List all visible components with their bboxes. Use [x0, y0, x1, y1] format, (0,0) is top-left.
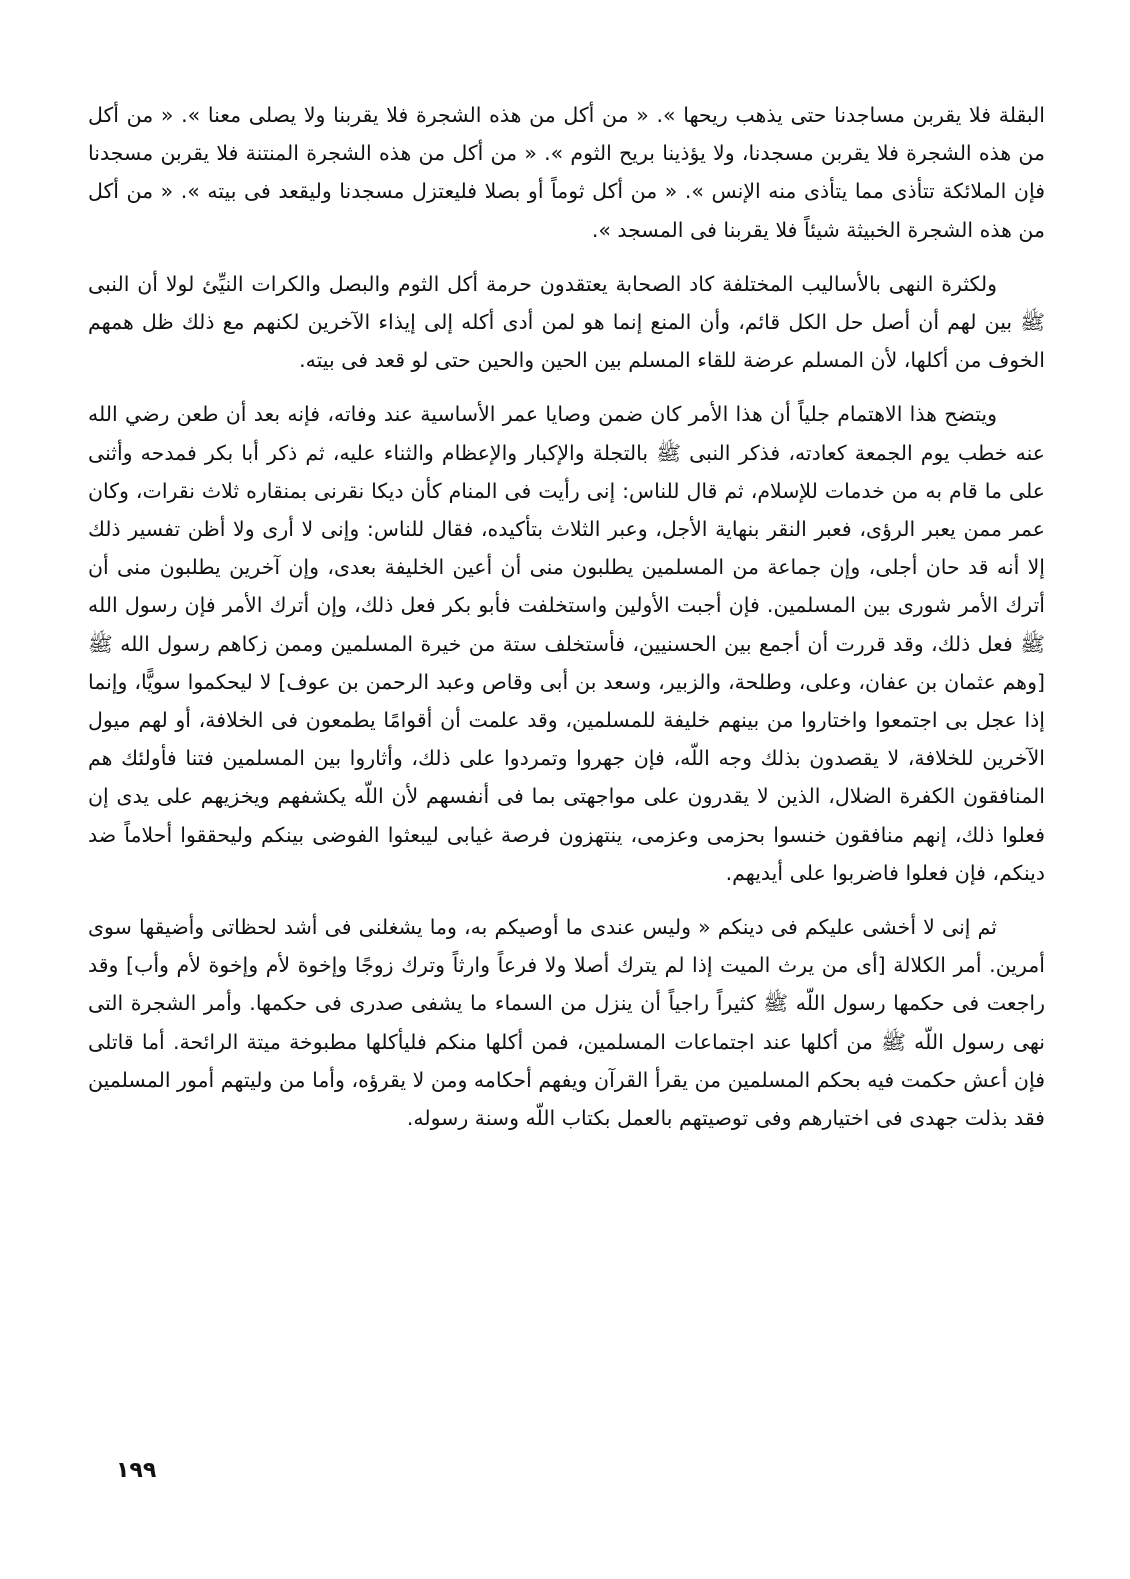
page-number: ١٩٩ [116, 1458, 157, 1483]
paragraph-4: ثم إنى لا أخشى عليكم فى دينكم « وليس عندى ما أوصيكم به، وما يشغلنى فى أشد لحظاتى وأضيقها سوى أمرين. أمر الكلالة [أى من يرث الميت إذا لم يترك أصلا ولا فرعاً وارثاً وترك زوجًا وإخوة لأم وإخوة لأم وأب] وقد راجعت فى حكمها رسول اللّه ﷺ كثيراً راجياً أن ينزل من السماء ما يشفى صدرى فى حكمها. وأمر الشجرة التى نهى رسول اللّه ﷺ من أكلها عند اجتماعات المسلمين، فمن أكلها منكم فليأكلها مطبوخة ميتة الرائحة. أما قاتلى فإن أعش حكمت فيه بحكم المسلمين من يقرأ القرآن ويفهم أحكامه ومن لا يقرؤه، وأما من وليتهم أمور المسلمين فقد بذلت جهدى فى اختيارهم وفى توصيتهم بالعمل بكتاب اللّه وسنة رسوله. [88, 915, 1045, 1131]
paragraph-3: ويتضح هذا الاهتمام جلياً أن هذا الأمر كان ضمن وصايا عمر الأساسية عند وفاته، فإنه بعد أن طعن رضي الله عنه خطب يوم الجمعة كعادته، فذكر النبى ﷺ بالتجلة والإكبار والإعظام والثناء عليه، ثم ذكر أبا بكر فمدحه وأثنى على ما قام به من خدمات للإسلام، ثم قال للناس: إنى رأيت فى المنام كأن ديكا نقرنى بمنقاره ثلاث نقرات، وكان عمر ممن يعبر الرؤى، فعبر النقر بنهاية الأجل، وعبر الثلاث بتأكيده، فقال للناس: وإنى لا أرى ولا أظن تفسير ذلك إلا أنه قد حان أجلى، وإن جماعة من المسلمين يطلبون منى أن أعين الخليفة بعدى، وإن آخرين يطلبون منى أن أترك الأمر شورى بين المسلمين. فإن أجبت الأولين واستخلفت فأبو بكر فعل ذلك، وإن أترك الأمر فإن رسول الله ﷺ فعل ذلك، وقد قررت أن أجمع بين الحسنيين، فأستخلف ستة من خيرة المسلمين وممن زكاهم رسول الله ﷺ [وهم عثمان بن عفان، وعلى، وطلحة، والزبير، وسعد بن أبى وقاص وعبد الرحمن بن عوف] لا ليحكموا سويًّا، وإنما إذا عجل بى اجتمعوا واختاروا من بينهم خليفة للمسلمين، وقد علمت أن أقوامًا يطمعون فى الخلافة، أو لهم ميول الآخرين للخلافة، لا يقصدون بذلك وجه اللّه، فإن جهروا وتمردوا على ذلك، وأثاروا بين المسلمين فتنا فأولئك هم المنافقون الكفرة الضلال، الذين لا يقدرون على مواجهتى بما فى أنفسهم لأن اللّه يكشفهم ويخزيهم على يدى إن فعلوا ذلك، إنهم منافقون خنسوا بحزمى وعزمى، ينتهزون فرصة غيابى ليبعثوا الفوضى بينكم وليحققوا أحلاماً ضد دينكم، فإن فعلوا فاضربوا على أيديهم. [88, 402, 1045, 885]
paragraph-1: البقلة فلا يقربن مساجدنا حتى يذهب ريحها ». « من أكل من هذه الشجرة فلا يقربنا ولا يصلى معنا ». « من أكل من هذه الشجرة فلا يقربن مسجدنا، ولا يؤذينا بريح الثوم ». « من أكل من هذه الشجرة المنتنة فلا يقربن مسجدنا فإن الملائكة تتأذى مما يتأذى منه الإنس ». « من أكل ثوماً أو بصلا فليعتزل مسجدنا وليقعد فى بيته ». « من أكل من هذه الشجرة الخبيثة شيئاً فلا يقربنا فى المسجد ». [88, 103, 1045, 242]
page-body [88, 96, 1045, 1153]
paragraph-2: ولكثرة النهى بالأساليب المختلفة كاد الصحابة يعتقدون حرمة أكل الثوم والبصل والكرات النيِّئ لولا أن النبى ﷺ بين لهم أن أصل حل الكل قائم، وأن المنع إنما هو لمن أدى أكله إلى إيذاء الآخرين لكنهم مع ذلك ظل همهم الخوف من أكلها، لأن المسلم عرضة للقاء المسلم بين الحين والحين حتى لو قعد فى بيته. [88, 271, 1045, 373]
